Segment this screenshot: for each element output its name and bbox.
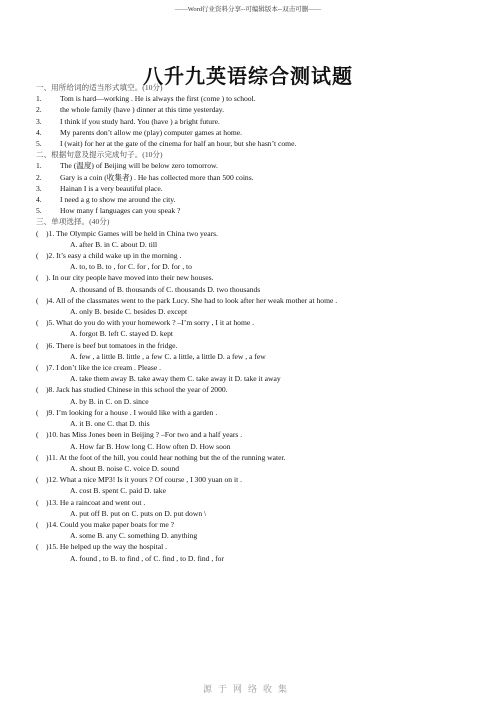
question-options: A. put off B. put on C. puts on D. put down \ [70, 508, 207, 518]
question-text: )8. Jack has studied Chinese in this school the year of 2000. [46, 385, 228, 395]
question-options: A. cost B. spent C. paid D. take [70, 486, 166, 496]
question-text: )13. He a raincoat and went out . [46, 497, 146, 507]
section3-heading: 三、单项选择。(40分) [36, 217, 110, 227]
item-text: The (温度) of Beijing will be below zero tomorrow. [60, 161, 218, 171]
answer-paren: ( [36, 519, 39, 529]
fill-item [36, 194, 466, 205]
question-row [36, 295, 466, 306]
document-body [36, 82, 466, 564]
item-text: the whole family (have ) dinner at this time yesterday. [60, 105, 224, 115]
item-number: 4. [36, 195, 42, 205]
item-text: I need a g to show me around the city. [60, 195, 176, 205]
answer-paren: ( [36, 385, 39, 395]
question-text: )6. There is beef but tomatoes in the fridge. [46, 340, 178, 350]
item-text: Gary is a coin (收集者) . He has collected more than 500 coins. [60, 172, 254, 182]
fill-item [36, 205, 466, 216]
answer-paren: ( [36, 407, 39, 417]
question-text: )2. It’s easy a child wake up in the morning . [46, 251, 182, 261]
question-text: )11. At the foot of the hill, you could hear nothing but the of the running water. [46, 452, 286, 462]
question-text: )14. Could you make paper boats for me ? [46, 519, 175, 529]
section3-list [36, 228, 466, 564]
answer-paren: ( [36, 430, 39, 440]
answer-paren: ( [36, 273, 39, 283]
item-text: Tom is hard—working . He is always the first (come ) to school. [60, 94, 256, 104]
question-row [36, 519, 466, 530]
question-row [36, 272, 466, 283]
item-number: 2. [36, 105, 42, 115]
question-text: )4. All of the classmates went to the park Lucy. She had to look after her weak mother at home . [46, 295, 338, 305]
item-number: 5. [36, 206, 42, 216]
section1-list [36, 93, 466, 149]
question-options: A. to, to B. to , for C. for , for D. for , to [70, 262, 192, 272]
question-options: A. shout B. noise C. voice D. sound [70, 463, 180, 473]
section2-heading: 二、根据句意及提示完成句子。(10分) [36, 150, 163, 160]
question-text: )12. What a nice MP3! Is it yours ? Of course , I 300 yuan on it . [46, 475, 242, 485]
page-header: ——Word行业资料分享--可编辑版本--双击可删—— [174, 6, 322, 13]
question-row [36, 429, 466, 440]
item-number: 2. [36, 172, 42, 182]
item-number: 1. [36, 94, 42, 104]
question-options: A. found , to B. to find , of C. find , to D. find , for [70, 553, 224, 563]
item-text: How many f languages can you speak ? [60, 206, 181, 216]
item-text: I think if you study hard. You (have ) a bright future. [60, 116, 220, 126]
question-row [36, 228, 466, 239]
question-options: A. it B. one C. that D. this [70, 419, 150, 429]
question-row [36, 541, 466, 552]
question-row [36, 362, 466, 373]
answer-paren: ( [36, 452, 39, 462]
question-row [36, 250, 466, 261]
question-text: ). In our city people have moved into their new houses. [46, 273, 214, 283]
question-row [36, 452, 466, 463]
question-text: )1. The Olympic Games will be held in China two years. [46, 228, 218, 238]
question-row [36, 384, 466, 395]
answer-paren: ( [36, 542, 39, 552]
question-text: )15. He helped up the way the hospital . [46, 542, 168, 552]
answer-paren: ( [36, 251, 39, 261]
fill-item [36, 183, 466, 194]
question-text: )7. I don’t like the ice cream . Please . [46, 363, 161, 373]
item-text: I (wait) for her at the gate of the cinema for half an hour, but she hasn’t come. [60, 139, 297, 149]
item-number: 4. [36, 127, 42, 137]
fill-item [36, 116, 466, 127]
fill-item [36, 160, 466, 171]
section2-list [36, 160, 466, 216]
fill-item [36, 127, 466, 138]
question-row [36, 340, 466, 351]
answer-paren: ( [36, 497, 39, 507]
fill-item [36, 93, 466, 104]
question-options: A. some B. any C. something D. anything [70, 531, 198, 541]
question-options: A. thousand of B. thousands of C. thousands D. two thousands [70, 284, 261, 294]
question-text: )9. I’m looking for a house . I would like with a garden . [46, 407, 218, 417]
answer-paren: ( [36, 228, 39, 238]
answer-paren: ( [36, 475, 39, 485]
question-options: A. few , a little B. little , a few C. a little, a little D. a few , a few [70, 351, 266, 361]
question-options: A. by B. in C. on D. since [70, 396, 149, 406]
question-row [36, 317, 466, 328]
item-number: 3. [36, 183, 42, 193]
question-options: A. How far B. How long C. How often D. How soon [70, 441, 231, 451]
question-row [36, 497, 466, 508]
question-row [36, 407, 466, 418]
section1-heading: 一、用所给词的适当形式填空。(10分) [36, 83, 163, 92]
item-number: 3. [36, 116, 42, 126]
question-options: A. forgot B. left C. stayed D. kept [70, 329, 173, 339]
question-options: A. after B. in C. about D. till [70, 239, 158, 249]
answer-paren: ( [36, 363, 39, 373]
fill-item [36, 104, 466, 115]
question-text: )10. has Miss Jones been in Beijing ? –For two and a half years . [46, 430, 243, 440]
page-title: 八升九英语综合测试题 [143, 66, 353, 88]
item-text: My parents don’t allow me (play) computer games at home. [60, 127, 243, 137]
fill-item [36, 138, 466, 149]
question-row [36, 474, 466, 485]
answer-paren: ( [36, 295, 39, 305]
answer-paren: ( [36, 340, 39, 350]
question-options: A. take them away B. take away them C. take away it D. take it away [70, 374, 281, 384]
item-number: 1. [36, 161, 42, 171]
fill-item [36, 172, 466, 183]
item-text: Hainan I is a very beautiful place. [60, 183, 163, 193]
question-text: )5. What do you do with your homework ? –I’m sorry , I it at home . [46, 318, 255, 328]
question-options: A. only B. beside C. besides D. except [70, 307, 188, 317]
answer-paren: ( [36, 318, 39, 328]
page-footer: 源于网络收集 [202, 684, 293, 694]
item-number: 5. [36, 139, 42, 149]
